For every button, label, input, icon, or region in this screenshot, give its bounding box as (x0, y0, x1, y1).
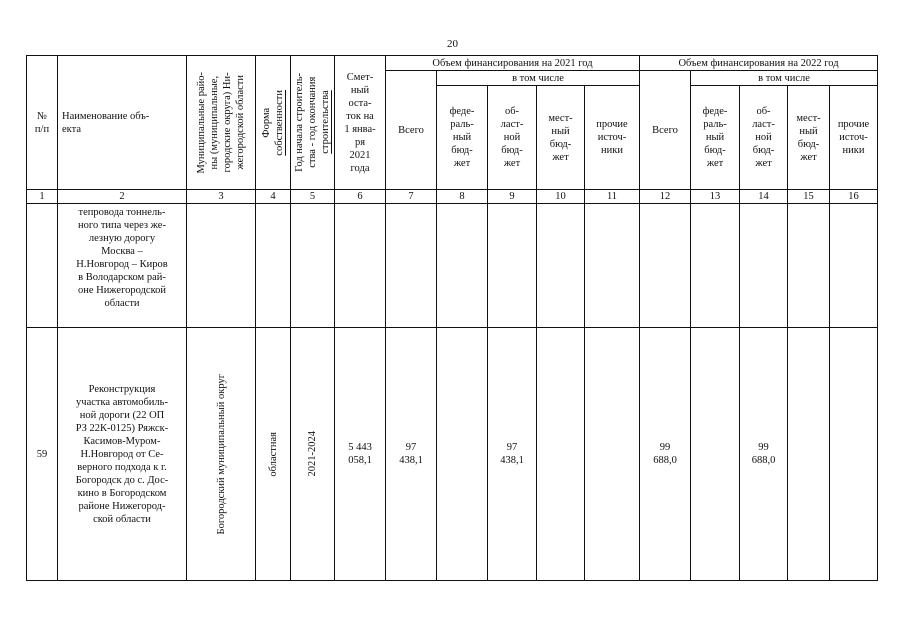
header-total-2022: Всего (640, 71, 691, 190)
row-ownership-text: областная (267, 431, 279, 477)
row-cell (437, 204, 488, 328)
row-cell (386, 204, 437, 328)
column-number: 11 (585, 190, 640, 204)
row-ownership (256, 328, 291, 581)
column-number: 16 (830, 190, 878, 204)
column-number: 10 (537, 190, 585, 204)
row-local-2021 (537, 328, 585, 581)
header-years-line2: ства - год окончания (307, 76, 318, 169)
row-cell (187, 204, 256, 328)
row-total-2022: 99 688,0 (640, 328, 691, 581)
header-years-line1: Год начала строитель- (294, 73, 305, 172)
header-regional-2021: об- ласт- ной бюд- жет (488, 86, 537, 190)
column-number: 14 (740, 190, 788, 204)
header-regional-2022: об- ласт- ной бюд- жет (740, 86, 788, 190)
column-number: 4 (256, 190, 291, 204)
row-cell (335, 204, 386, 328)
header-form-line2: собственности (274, 89, 285, 156)
row-cell (788, 204, 830, 328)
table-row (27, 204, 878, 328)
row-local-2022 (788, 328, 830, 581)
row-district-text: Богородский муниципальный округ (215, 373, 227, 535)
row-cell (488, 204, 537, 328)
row-object-name: Реконструкция участка автомобиль- ной дороги (22 ОП РЗ 22К-0125) Ряжск- Касимов-Муром- Н.Новгород от Се- верного подхода к г. Богородск до с. Дос- кино в Богородском районе Нижегород- ской области (58, 328, 187, 581)
row-district (187, 328, 256, 581)
row-balance: 5 443 058,1 (335, 328, 386, 581)
column-number: 9 (488, 190, 537, 204)
column-number: 8 (437, 190, 488, 204)
header-years-line3: строительства (320, 90, 331, 155)
header-other-2021: прочие источ- ники (585, 86, 640, 190)
column-number: 2 (58, 190, 187, 204)
row-federal-2022 (691, 328, 740, 581)
row-total-2021: 97 438,1 (386, 328, 437, 581)
column-number: 3 (187, 190, 256, 204)
column-number: 1 (27, 190, 58, 204)
column-number: 15 (788, 190, 830, 204)
header-group-2022: Объем финансирования на 2022 год (640, 56, 878, 71)
header-district (187, 56, 256, 190)
header-row-1 (27, 56, 878, 71)
header-including-2021: в том числе (437, 71, 640, 86)
financing-table (26, 55, 878, 581)
row-cell (691, 204, 740, 328)
row-years (291, 328, 335, 581)
row-other-2022 (830, 328, 878, 581)
header-including-2022: в том числе (691, 71, 878, 86)
row-other-2021 (585, 328, 640, 581)
row-cell (256, 204, 291, 328)
header-form (256, 56, 291, 190)
header-federal-2022: феде- раль- ный бюд- жет (691, 86, 740, 190)
row-regional-2021: 97 438,1 (488, 328, 537, 581)
header-local-2022: мест- ный бюд- жет (788, 86, 830, 190)
header-name: Наименование объ- екта (58, 56, 187, 190)
row-num (27, 204, 58, 328)
header-district-text: Муниципальные райо- ны (муниципальные, городские округа) Ни- жегородской области (196, 71, 246, 174)
row-num: 59 (27, 328, 58, 581)
header-other-2022: прочие источ- ники (830, 86, 878, 190)
column-number: 12 (640, 190, 691, 204)
header-balance: Смет- ный оста- ток на 1 янва- ря 2021 года (335, 56, 386, 190)
header-years (291, 56, 335, 190)
row-regional-2022: 99 688,0 (740, 328, 788, 581)
header-group-2021: Объем финансирования на 2021 год (386, 56, 640, 71)
row-years-text: 2021-2024 (307, 431, 318, 477)
header-years-text (293, 73, 332, 172)
row-cell (537, 204, 585, 328)
column-number: 6 (335, 190, 386, 204)
row-object-name: тепровода тоннель- ного типа через же- лезную дорогу Москва – Н.Новгород – Киров в Володарском рай- оне Нижегородской области (58, 204, 187, 328)
header-federal-2021: феде- раль- ный бюд- жет (437, 86, 488, 190)
column-number-row (27, 190, 878, 204)
column-number: 7 (386, 190, 437, 204)
header-total-2021: Всего (386, 71, 437, 190)
column-number: 13 (691, 190, 740, 204)
header-form-text (260, 90, 286, 156)
row-cell (740, 204, 788, 328)
header-form-line1: Форма (261, 107, 272, 138)
table-row (27, 328, 878, 581)
row-cell (291, 204, 335, 328)
column-number: 5 (291, 190, 335, 204)
header-local-2021: мест- ный бюд- жет (537, 86, 585, 190)
row-cell (830, 204, 878, 328)
page-number: 20 (447, 38, 458, 50)
header-num: № п/п (27, 56, 58, 190)
row-federal-2021 (437, 328, 488, 581)
row-cell (640, 204, 691, 328)
row-cell (585, 204, 640, 328)
